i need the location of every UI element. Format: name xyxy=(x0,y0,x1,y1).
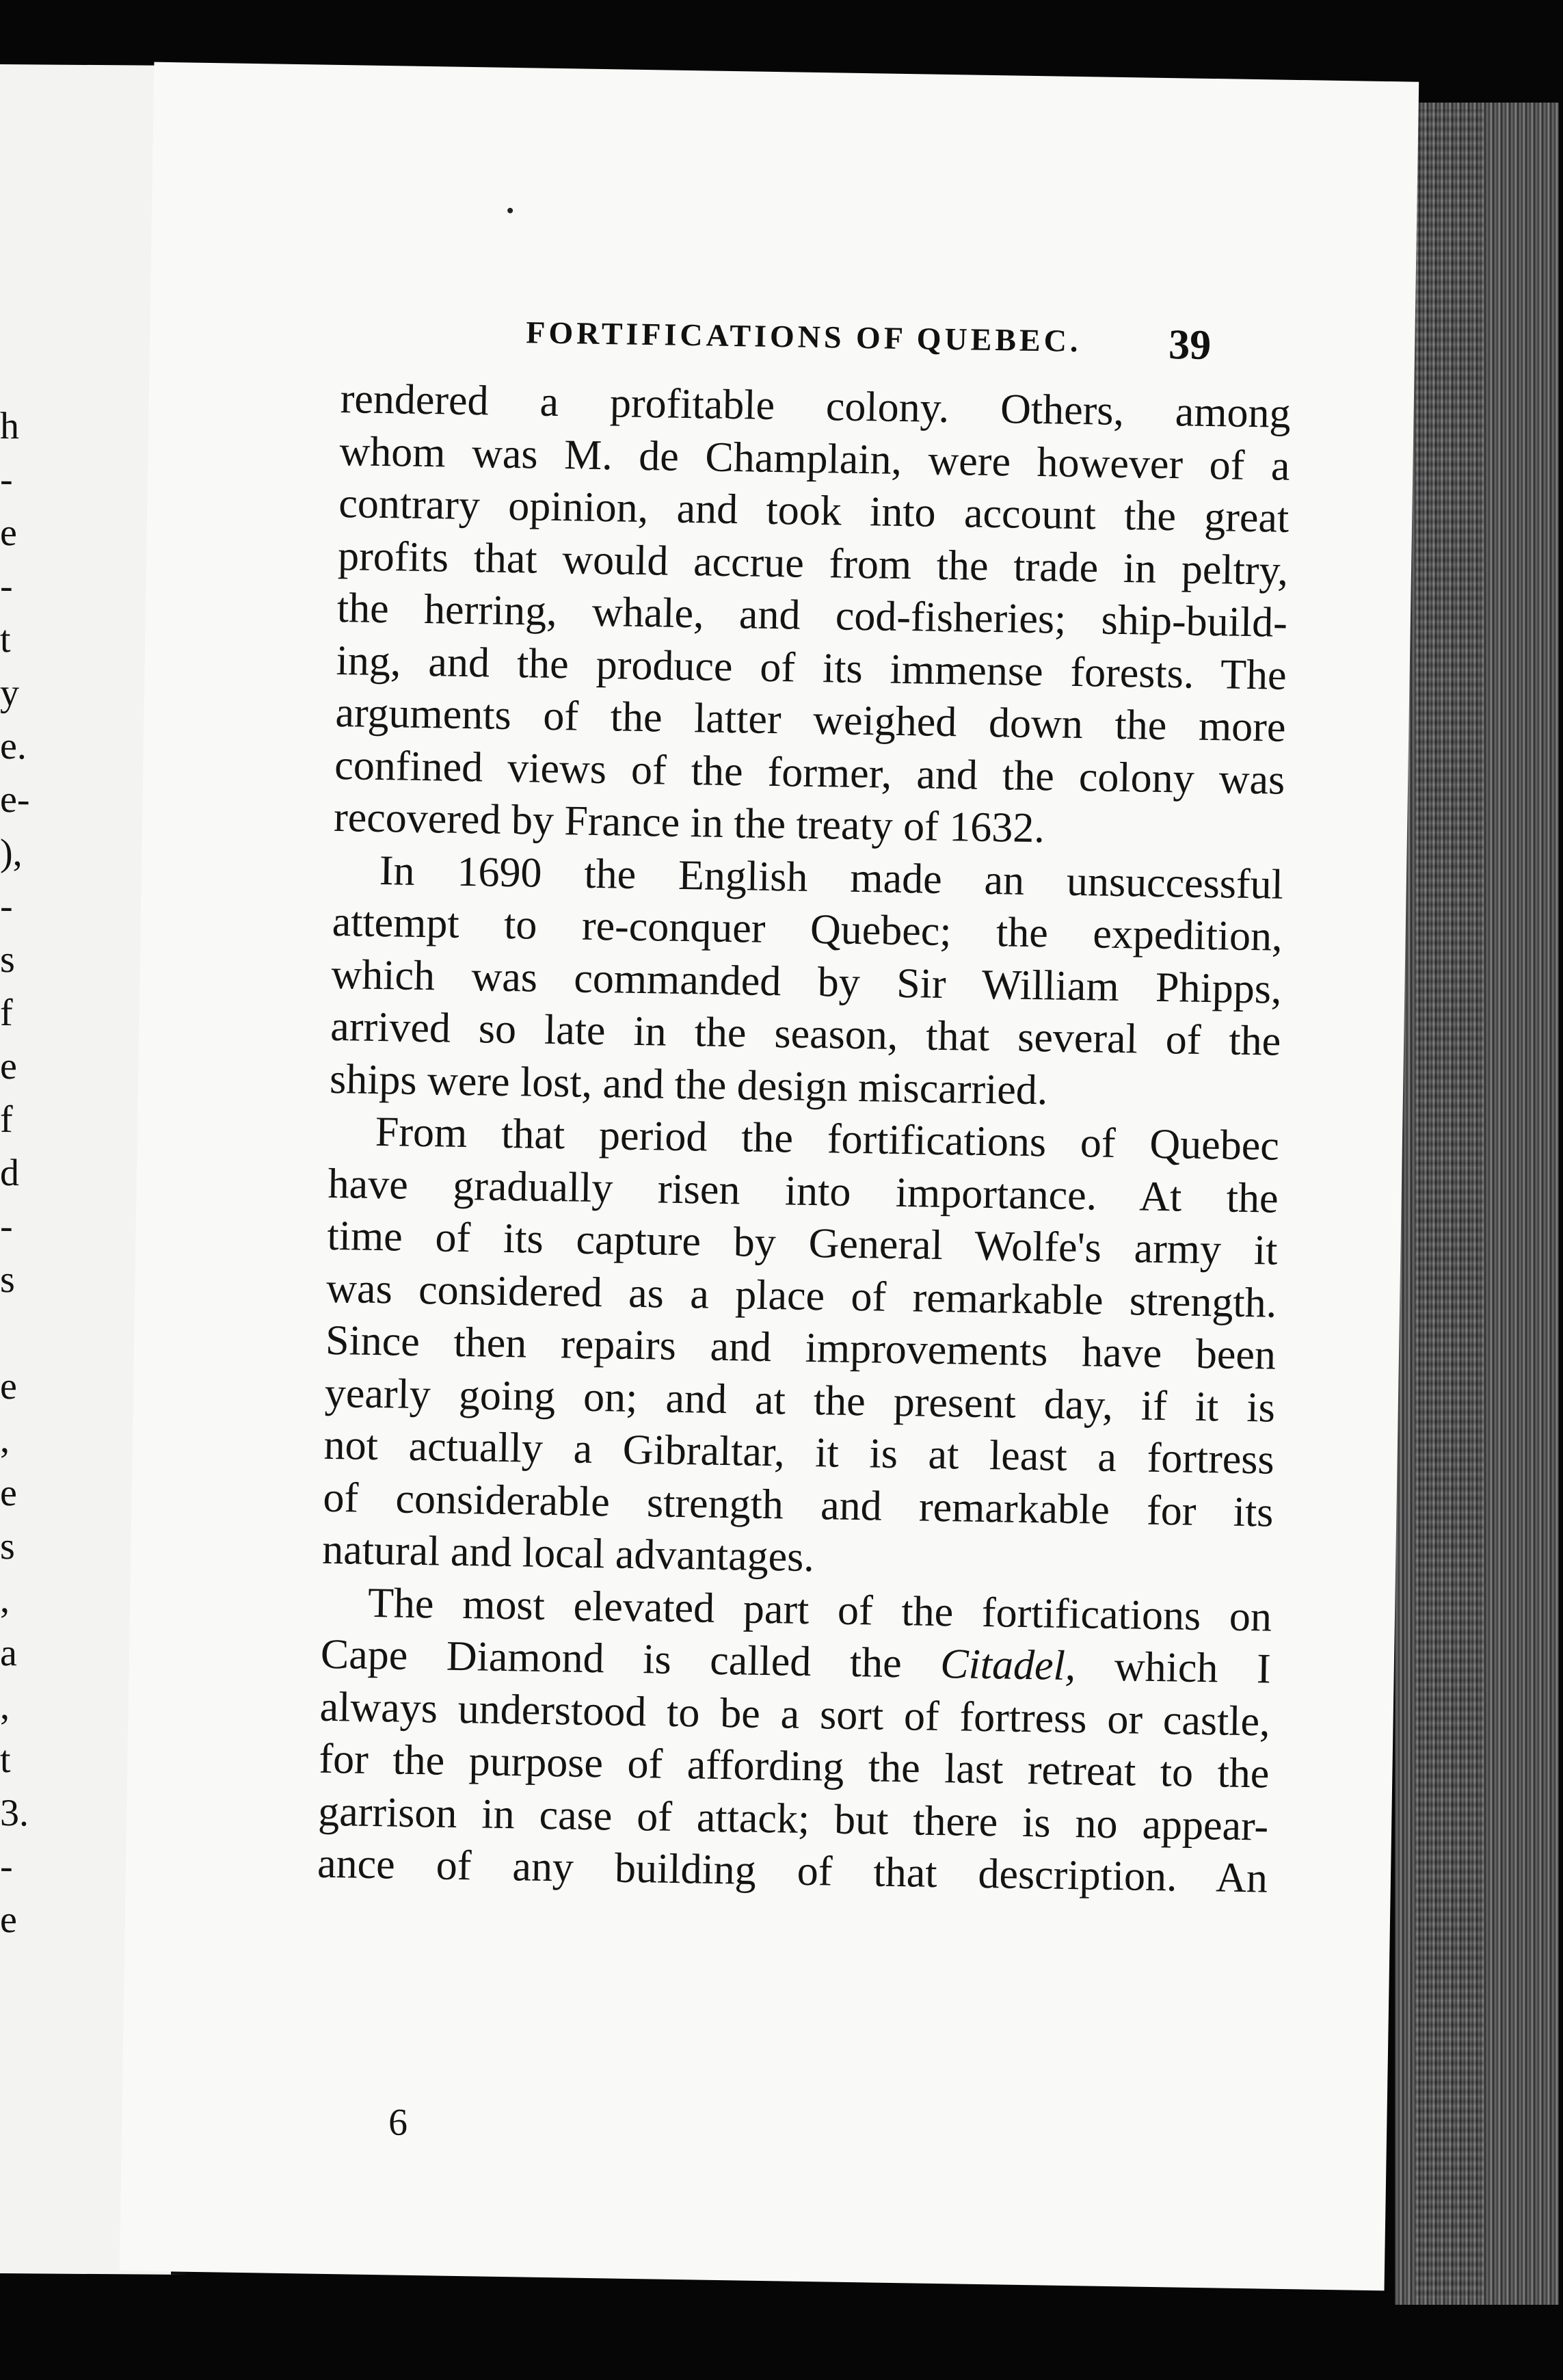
edge-char: - xyxy=(0,1205,13,1248)
edge-char: e xyxy=(0,1899,17,1942)
text-line: garrison in case of attack; but there is no appear- xyxy=(317,1788,1269,1850)
edge-char: y xyxy=(0,672,19,715)
paragraph-2 xyxy=(330,843,1284,1120)
text-line: contrary opinion, and took into account the great xyxy=(338,479,1290,542)
edge-char: f xyxy=(0,1098,13,1141)
edge-char: s xyxy=(0,938,15,981)
edge-char: e xyxy=(0,1045,17,1088)
page-number: 39 xyxy=(1168,321,1212,369)
edge-char: e xyxy=(0,512,17,555)
edge-char: , xyxy=(0,1685,10,1728)
edge-char: , xyxy=(0,1578,10,1622)
signature-mark: 6 xyxy=(388,2101,408,2144)
text-line: natural and local advantages. xyxy=(321,1526,815,1581)
text-fragment: which I xyxy=(1075,1643,1272,1693)
running-head: FORTIFICATIONS OF QUEBEC. xyxy=(525,315,1082,359)
paragraph-3 xyxy=(322,1105,1280,1591)
text-line: recovered by France in the treaty of 1632. xyxy=(333,793,1045,852)
edge-char: s xyxy=(0,1525,15,1568)
edge-char: e xyxy=(0,1365,17,1408)
text-fragment: Cape Diamond is called the xyxy=(320,1630,941,1688)
edge-char: t xyxy=(0,1738,11,1782)
page-edges-texture xyxy=(1415,109,1484,2298)
edge-char: , xyxy=(0,1418,10,1462)
body-text xyxy=(317,373,1292,1905)
edge-char: - xyxy=(0,565,13,608)
text-line: whom was M. de Champlain, were however of a xyxy=(339,427,1290,490)
edge-char: a xyxy=(0,1632,17,1675)
edge-char: ), xyxy=(0,832,23,875)
main-page xyxy=(120,62,1419,2291)
edge-char: 3. xyxy=(0,1792,29,1835)
text-line: time of its capture by General Wolfe's army it xyxy=(327,1212,1278,1274)
text-line: ance of any building of that description. An xyxy=(317,1840,1268,1902)
edge-char: h xyxy=(0,405,19,448)
text-line: profits that would accrue from the trade in peltry, xyxy=(337,532,1289,594)
text-line: From that period the fortifications of Quebec xyxy=(375,1108,1280,1169)
italic-term: Citadel, xyxy=(939,1641,1076,1690)
text-line: The most elevated part of the fortifications on xyxy=(367,1579,1272,1641)
text-line: ships were lost, and the design miscarried. xyxy=(329,1055,1048,1113)
text-line: for the purpose of affording the last retreat to the xyxy=(319,1735,1270,1797)
paragraph-4 xyxy=(317,1576,1272,1905)
edge-char: e- xyxy=(0,778,30,821)
edge-char: - xyxy=(0,458,13,501)
text-line: not actually a Gibraltar, it is at least a fortress xyxy=(323,1421,1275,1483)
text-line: In 1690 the English made an unsuccessful xyxy=(379,847,1284,908)
left-page-edge-text xyxy=(0,399,30,1946)
edge-char: - xyxy=(0,885,13,928)
edge-char: f xyxy=(0,992,13,1035)
edge-char: e xyxy=(0,1472,17,1515)
text-line: attempt to re-conquer Quebec; the expedition, xyxy=(332,898,1283,960)
text-line: arrived so late in the season, that several of the xyxy=(330,1003,1281,1065)
text-line: arguments of the latter weighed down the more xyxy=(335,689,1286,751)
text-line: rendered a profitable colony. Others, among xyxy=(340,375,1292,437)
text-line: the herring, whale, and cod-fisheries; ship-build- xyxy=(336,584,1288,646)
paragraph-1 xyxy=(334,373,1292,858)
text-line: have gradually risen into importance. At the xyxy=(328,1160,1279,1222)
text-line: of considerable strength and remarkable for its xyxy=(323,1474,1274,1536)
edge-char: d xyxy=(0,1152,19,1195)
edge-char: e. xyxy=(0,725,27,768)
text-line: which was commanded by Sir William Phipps, xyxy=(331,951,1282,1013)
edge-char: - xyxy=(0,1845,13,1888)
edge-char: s xyxy=(0,1258,15,1301)
text-line: always understood to be a sort of fortress or castle, xyxy=(319,1683,1271,1745)
edge-char xyxy=(0,1306,27,1360)
edge-char: t xyxy=(0,618,11,661)
text-line: was considered as a place of remarkable strength. xyxy=(325,1265,1277,1327)
text-line: yearly going on; and at the present day, if it is xyxy=(324,1369,1276,1431)
speck xyxy=(507,208,513,213)
text-line: confined views of the former, and the colony was xyxy=(334,741,1285,804)
text-line: ing, and the produce of its immense forests. The xyxy=(336,637,1287,699)
text-line: Since then repairs and improvements have been xyxy=(325,1317,1277,1379)
